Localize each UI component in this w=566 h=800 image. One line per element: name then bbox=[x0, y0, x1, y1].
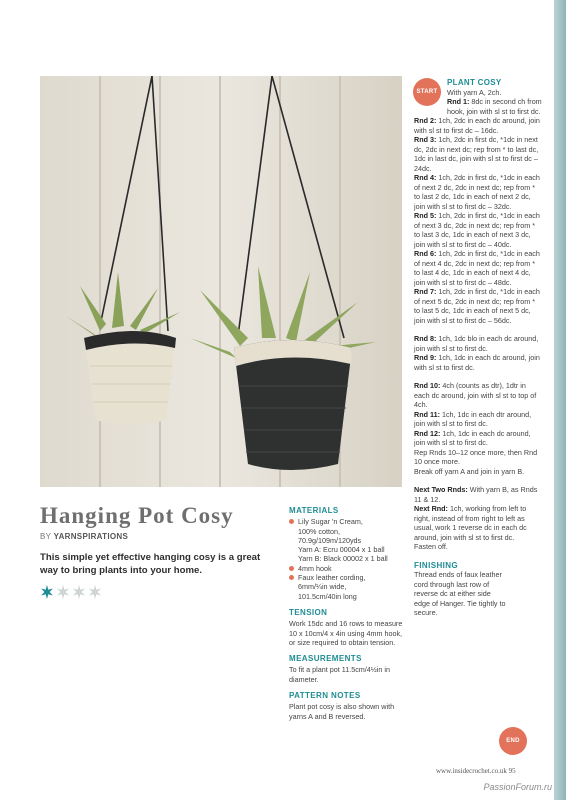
plant-cosy-intro: With yarn A, 2ch. bbox=[447, 87, 502, 97]
finishing-text: Thread ends of faux leather cord through last row of reverse dc at either side edge of Hanger. Tie tightly to secure. bbox=[414, 570, 506, 617]
fasten-note: Fasten off. bbox=[414, 542, 448, 551]
tension-section bbox=[289, 608, 407, 647]
round-row: Rnd 10: 4ch (counts as dtr), 1dtr in each dc around, join with sl st to top of 4ch. bbox=[414, 381, 537, 409]
byline-author: YARNSPIRATIONS bbox=[53, 532, 129, 541]
material-item: Yarn A: Ecru 00004 x 1 ball Yarn B: Black 00002 x 1 ball bbox=[298, 545, 388, 564]
byline-prefix: BY bbox=[40, 532, 52, 541]
article-title: Hanging Pot Cosy bbox=[40, 503, 234, 528]
pattern-notes-section bbox=[289, 691, 407, 721]
pattern-column bbox=[414, 78, 542, 618]
page-edge-strip bbox=[554, 0, 566, 800]
repeat-note: Rep Rnds 10–12 once more, then Rnd 10 once more. bbox=[414, 447, 538, 466]
footer-site: www.insidecrochet.co.uk bbox=[436, 767, 507, 775]
start-badge: START bbox=[413, 78, 441, 106]
difficulty-star-icon-3 bbox=[72, 585, 86, 599]
difficulty-rating bbox=[40, 585, 102, 599]
round-row: Rnd 9: 1ch, 1dc in each dc around, join with sl st to first dc. bbox=[414, 353, 540, 372]
info-column bbox=[289, 506, 407, 728]
material-item: Lily Sugar 'n Cream, 100% cotton, 70.9g/109m/120yds bbox=[289, 517, 407, 545]
finishing-heading: FINISHING bbox=[414, 560, 459, 570]
difficulty-star-icon-1 bbox=[40, 585, 54, 599]
round-row: Rnd 1: 8dc in second ch from hook, join with sl st to first dc. bbox=[447, 97, 542, 116]
page-footer bbox=[436, 767, 516, 775]
page-number: 95 bbox=[508, 767, 516, 775]
difficulty-star-icon-4 bbox=[88, 585, 102, 599]
photo-illustration bbox=[40, 76, 402, 487]
end-badge: END bbox=[499, 727, 527, 755]
pattern-notes-heading: PATTERN NOTES bbox=[289, 691, 361, 701]
materials-section bbox=[289, 506, 407, 601]
round-row: Rnd 5: 1ch, 2dc in first dc, *1dc in each of next 3 dc, 2dc in next dc; rep from * to last 3 dc, 1dc in each of next 3 dc, join with sl st to first dc – 40dc. bbox=[414, 211, 540, 249]
break-note: Break off yarn A and join in yarn B. bbox=[414, 466, 525, 476]
watermark: PassionForum.ru bbox=[483, 782, 552, 792]
tension-text: Work 15dc and 16 rows to measure 10 x 10cm/4 x 4in using 4mm hook, or size required to obtain tension. bbox=[289, 619, 403, 647]
round-row: Rnd 6: 1ch, 2dc in first dc, *1dc in each of next 4 dc, 2dc in next dc; rep from * to last 4 dc, 1dc in each of next 4 dc, join with sl st to first dc – 48dc. bbox=[414, 249, 540, 287]
round-row: Next Rnd: 1ch, working from left to right, instead of from right to left as usual, work 1 reverse dc in each dc around, join with sl st to first dc. bbox=[414, 504, 527, 542]
round-row: Rnd 11: 1ch, 1dc in each dtr around, join with sl st to first dc. bbox=[414, 409, 532, 428]
measurements-heading: MEASUREMENTS bbox=[289, 654, 362, 664]
material-item: Faux leather cording, 6mm/¼in wide, 101.5cm/40in long bbox=[289, 573, 407, 601]
measurements-text: To fit a plant pot 11.5cm/4½in in diameter. bbox=[289, 665, 390, 684]
round-row: Rnd 3: 1ch, 2dc in first dc, *1dc in next dc, 2dc in next dc; rep from * to last dc, 1dc in last dc, join with sl st to first dc – 24dc. bbox=[414, 135, 539, 173]
pattern-notes-text: Plant pot cosy is also shown with yarns A and B reversed. bbox=[289, 702, 395, 721]
round-row: Rnd 8: 1ch, 1dc blo in each dc around, join with sl st to first dc. bbox=[414, 334, 539, 353]
measurements-section bbox=[289, 654, 407, 684]
difficulty-star-icon-2 bbox=[56, 585, 70, 599]
round-row: Rnd 12: 1ch, 1dc in each dc around, join with sl st to first dc. bbox=[414, 428, 531, 447]
hanging-pot-photo bbox=[40, 76, 402, 487]
tension-heading: TENSION bbox=[289, 607, 328, 617]
article-intro: This simple yet effective hanging cosy is a great way to bring plants into your home. bbox=[40, 552, 261, 576]
byline bbox=[40, 532, 128, 541]
round-row: Rnd 2: 1ch, 2dc in each dc around, join with sl st to first dc – 16dc. bbox=[414, 116, 540, 135]
round-row: Rnd 4: 1ch, 2dc in first dc, *1dc in each of next 2 dc, 2dc in next dc; rep from * to last 2 dc, 1dc in each of next 2 dc, join with sl st to first dc – 32dc. bbox=[414, 173, 540, 211]
materials-heading: MATERIALS bbox=[289, 506, 339, 515]
material-item: 4mm hook bbox=[289, 564, 407, 573]
plant-cosy-heading: PLANT COSY bbox=[447, 78, 502, 87]
round-row: Next Two Rnds: With yarn B, as Rnds 11 & 12. bbox=[414, 485, 538, 504]
round-row: Rnd 7: 1ch, 2dc in first dc, *1dc in each of next 5 dc, 2dc in next dc; rep from * to last 5 dc, 1dc in each of next 5 dc, join with sl st to first dc – 56dc. bbox=[414, 287, 540, 325]
